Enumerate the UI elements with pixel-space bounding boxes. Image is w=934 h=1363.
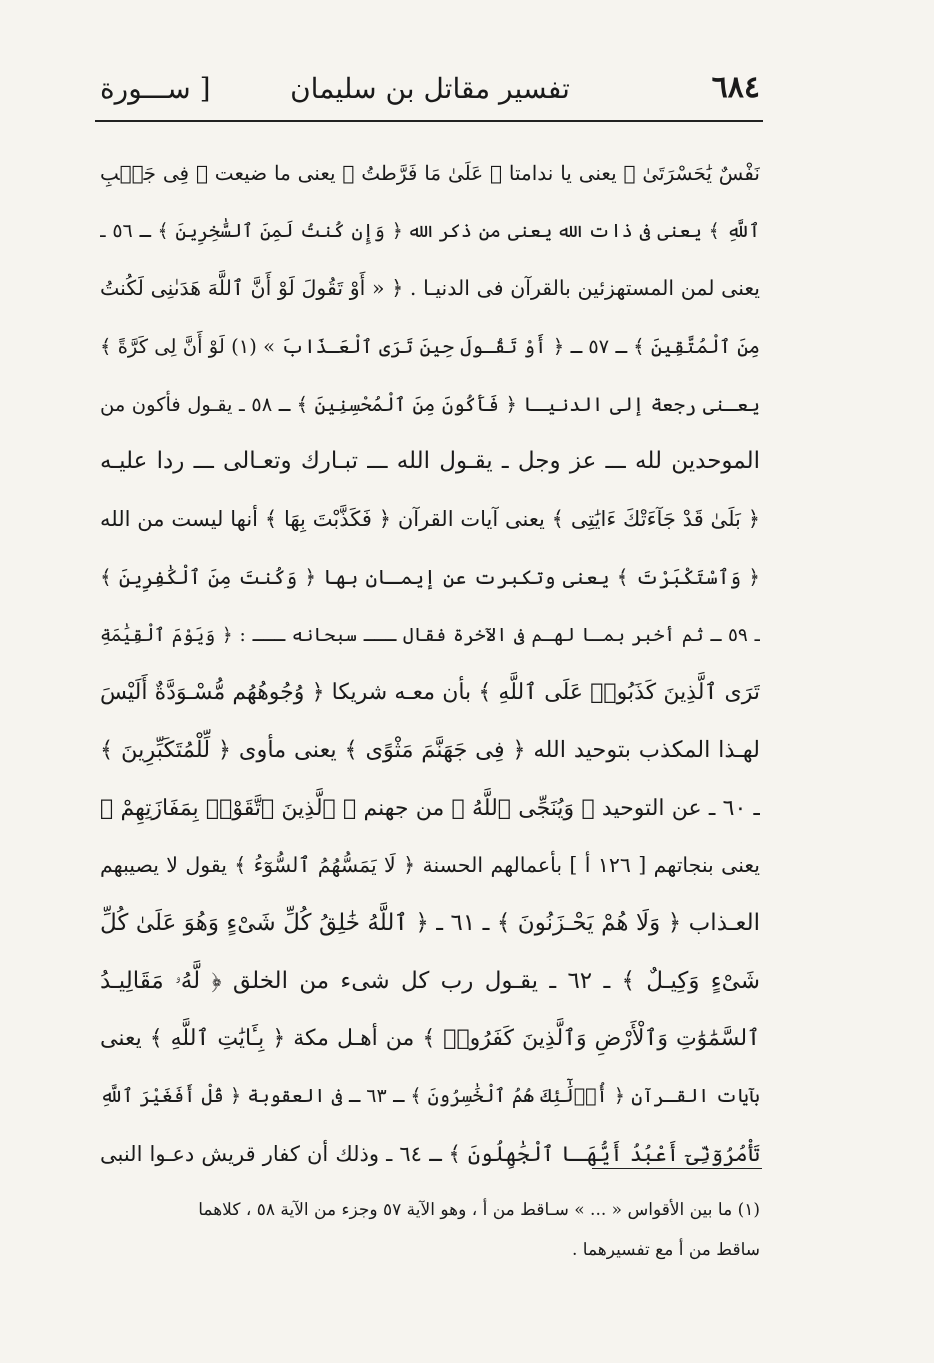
footnote-line: ساقط من أ مع تفسيرهما . (571, 1240, 760, 1260)
text-line: ﴿ بَلَىٰ قَدْ جَآءَتْكَ ءَايَٰتِى ﴾ يعنى آيات القرآن ﴿ فَكَذَّبْتَ بِهَا ﴾ أنها ليست من الله (100, 507, 760, 532)
text-line: ٱلسَّمَٰوَٰتِ وَٱلْأَرْضِ وَٱلَّذِينَ كَفَرُوا۟ ﴾ من أهـل مكة ﴿ بِـَٔايَٰتِ ٱللَّهِ ﴾ يعنى (100, 1026, 760, 1052)
text-line: ٱللَّهِ ﴾ يعنى فى ذات الله يعنى من ذكر الله ﴿ وَإِن كُنتُ لَمِنَ ٱلسَّٰخِرِينَ ﴾ ـ ٥٦ ـ (100, 219, 760, 242)
page-number: ٦٨٤ (711, 70, 760, 105)
page-header (100, 62, 760, 112)
text-line: العـذاب ﴿ وَلَا هُمْ يَحْـزَنُونَ ﴾ ـ ٦١ ـ ﴿ ٱللَّهُ خَٰلِقُ كُلِّ شَىْءٍ وَهُوَ عَلَىٰ كُلِّ (100, 909, 760, 936)
text-line: ﴿ وَٱسْتَكْبَرْتَ ﴾ يعنى وتكبرت عن إيمـان بها ﴿ وَكُنتَ مِنَ ٱلْكَٰفِرِينَ ﴾ (100, 564, 760, 589)
footnotes (95, 1190, 760, 1270)
main-text (100, 145, 760, 1183)
section-label: [ ســـورة (100, 72, 211, 105)
footnote-rule (592, 1168, 762, 1169)
text-line: بآيات القـرآن ﴿ أُو۟لَٰٓئِكَ هُمُ ٱلْخَٰسِرُونَ ﴾ ـ ٦٣ ـ فى العقوبة ﴿ قُلْ أَفَغَيْرَ ٱللَّهِ (100, 1085, 760, 1107)
text-line: مِنَ ٱلْمُتَّقِينَ ﴾ ـ ٥٧ ـ ﴿ أَوْ تَقُـولَ حِينَ تَرَى ٱلْعَـذَابَ » (١) لَوْ أَنَّ لِى كَرَّةً ﴾ (100, 335, 760, 359)
running-title: تفسير مقاتل بن سليمان (290, 72, 570, 105)
text-line: ـ ٥٩ ـ ثم أخبر بمـا لهـم فى الآخرة فقال ـــ سبحانه ـــ : ﴿ وَيَوْمَ ٱلْقِيَٰمَةِ (100, 624, 760, 646)
text-line: ـ ٦٠ ـ عن التوحيد ﴿ وَيُنَجِّى ٱللَّهُ ﴾ من جهنم ﴿ ٱلَّذِينَ ٱتَّقَوْا۟ بِمَفَازَتِهِمْ ﴾ (100, 795, 760, 821)
text-line: يعنى بنجاتهم [ ١٢٦ أ ] بأعمالهم الحسنة ﴿ لَا يَمَسُّهُمُ ٱلسُّوٓءُ ﴾ يقول لا يصيبهم (100, 853, 760, 878)
text-line: يعـنى رجعة إلى الدنيـا ﴿ فَأَكُونَ مِنَ ٱلْمُحْسِنِينَ ﴾ ـ ٥٨ ـ يقـول فأكون من (100, 392, 760, 416)
text-line: يعنى لمن المستهزئين بالقرآن فى الدنيـا . ﴿ « أَوْ تَقُولَ لَوْ أَنَّ ٱللَّهَ هَدَىٰنِى لَكُنتُ (100, 276, 760, 301)
footnote-line: (١) ما بين الأقواس « ... » سـاقط من أ ، وهو الآية ٥٧ وجزء من الآية ٥٨ ، كلاهما (198, 1200, 760, 1220)
text-line: تَرَى ٱلَّذِينَ كَذَبُوا۟ عَلَى ٱللَّهِ ﴾ بأن معـه شريكا ﴿ وُجُوهُهُم مُّسْـوَدَّةٌ أَلَيْسَ (100, 680, 760, 706)
text-line: شَىْءٍ وَكِيـلٌ ﴾ ـ ٦٢ ـ يقـول رب كل شىء من الخلق ﴿ لَّهُۥ مَقَالِيـدُ (100, 967, 760, 994)
header-rule (95, 120, 763, 122)
text-line: نَفْسٌ يَٰحَسْرَتَىٰ ﴾ يعنى يا ندامتا ﴿ عَلَىٰ مَا فَرَّطتُ ﴾ يعنى ما ضيعت ﴿ فِى جَنۢبِ (100, 161, 760, 185)
text-line: لهـذا المكذب بتوحيد الله ﴿ فِى جَهَنَّمَ مَثْوًى ﴾ يعنى مأوى ﴿ لِّلْمُتَكَبِّرِينَ ﴾ (100, 736, 760, 763)
text-line: الموحدين لله ـــ عز وجل ـ يقـول الله ـــ تبـارك وتعـالى ـــ ردا عليـه (100, 448, 760, 475)
text-line: تَأْمُرُوٓنِّىٓ أَعْبُدُ أَيُّهَـا ٱلْجَٰهِلُونَ ﴾ ـ ٦٤ ـ وذلك أن كفار قريش دعـوا النبى (100, 1141, 760, 1166)
